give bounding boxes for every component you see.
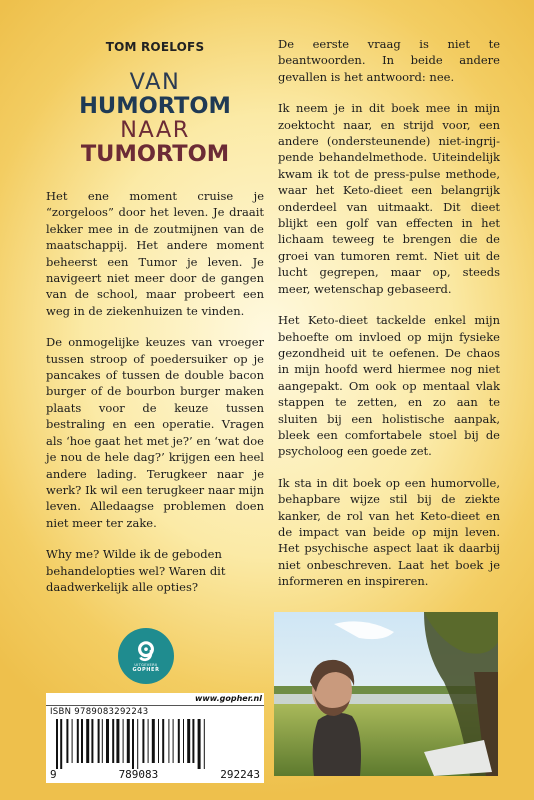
barcode-bar	[86, 719, 89, 763]
book-title	[46, 70, 264, 166]
barcode-bar	[137, 719, 138, 769]
barcode-bar	[123, 719, 124, 763]
barcode-panel	[46, 693, 264, 783]
barcode-bar	[112, 719, 114, 763]
barcode-bar	[106, 719, 109, 763]
blurb-paragraph: Ik sta in dit boek op een humorvolle, behapbare wijze stil bij de ziekte kanker, de rol van het Keto-dieet en de impact van beide op mijn leven. Het psychische aspect laat ik daarbij niet onbeschreven. Laat het boek je informeren en inspireren.	[278, 475, 500, 589]
barcode-bar	[56, 719, 58, 769]
barcode-bar	[204, 719, 205, 769]
publisher-label: UITGEVERIJ	[134, 662, 158, 667]
right-column	[278, 36, 500, 605]
blurb-left	[46, 188, 264, 595]
barcode-bar	[102, 719, 103, 763]
blurb-paragraph: De onmogelijke keuzes van vroeger tussen stroop of poedersuiker op je pancakes of tussen de double bacon burger of de bourbon burger maken plaats voor de keuze tussen bestraling en een operatie. Vragen als ‘hoe gaat het met je?’ en ‘wat doe je nou de hele dag?’ krijgen een heel andere lading. Terugkeer naar je werk? Ik wil een terugkeer naar mijn leven. Alledaagse problemen doen niet meer ter zake.	[46, 335, 264, 530]
barcode-bar	[148, 719, 149, 763]
barcode-digit-group: 9	[50, 768, 57, 781]
barcode-bar	[198, 719, 201, 769]
barcode-bar	[158, 719, 159, 763]
barcode-bar	[168, 719, 169, 763]
barcode-bar	[162, 719, 164, 763]
author-photo	[274, 612, 498, 776]
title-line-3: NAAR	[120, 117, 190, 143]
barcode-bar	[98, 719, 100, 763]
barcode-bar	[77, 719, 79, 763]
title-line-4: TUMORTOM	[80, 141, 230, 167]
author-photo-image	[274, 612, 498, 776]
author-name: TOM ROELOFS	[105, 40, 205, 54]
blurb-paragraph: Het ene moment cruise je “zorgeloos” door het leven. Je draait lekker mee in de zoutmijnen van de maatschappij. Het andere moment beheerst een Tumor je leven. Je navigeert niet meer door de gangen van de school, maar probeert een weg in de ziekenhuizen te vinden.	[46, 189, 264, 318]
title-line-2: HUMORTOM	[79, 93, 231, 119]
barcode-bar	[152, 719, 155, 763]
barcode-bar	[66, 719, 68, 763]
barcode-bar	[91, 719, 93, 763]
barcode-bar	[183, 719, 184, 763]
barcode-bar	[60, 719, 62, 769]
barcode-bar	[132, 719, 134, 769]
barcode-bar	[142, 719, 144, 763]
publisher-logo	[118, 628, 174, 684]
barcode-image	[54, 719, 256, 769]
barcode-bar	[127, 719, 130, 763]
barcode-bar	[187, 719, 190, 763]
barcode-digit-group: 292243	[220, 768, 260, 781]
blurb-paragraph: Het Keto-dieet tackelde enkel mijn behoefte om invloed op mijn fysieke gezondheid uit te oefenen. De chaos in mijn hoofd werd hiermee nog niet aangepakt. Om ook op mentaal vlak stappen te zetten, en zo aan te sluiten bij een holistische aanpak, bleek een comfortabele stoel bij de psycholoog een goede zet.	[278, 313, 500, 459]
gopher-g-icon	[135, 640, 157, 662]
blurb-paragraph: Ik neem je in dit boek mee in mijn zoektocht naar, en strijd voor, een andere (ondersteunende) niet-ingrijpende behandelmethode. Uiteindelijk kwam ik tot de press-pulse methode, waar het Keto-dieet een belangrijk onderdeel van uitmaakt. Dit dieet blijkt een golf van effecten in het lichaam teweeg te brengen die de groei van tumoren remt. Niet uit de lucht gegrepen, maar op, steeds meer, wetenschap gebaseerd.	[278, 101, 500, 296]
barcode-bar	[116, 719, 119, 763]
isbn-label: ISBN 9789083292243	[50, 707, 149, 717]
left-column	[46, 40, 264, 610]
website-url: www.gopher.nl	[46, 693, 264, 706]
blurb-paragraph: Why me? Wilde ik de geboden behandelopties wel? Waren dit daadwerkelijk alle opties?	[46, 547, 226, 594]
barcode-digits	[50, 768, 260, 781]
blurb-paragraph: De eerste vraag is niet te beantwoorden. In beide andere gevallen is het antwoord: nee.	[278, 37, 500, 84]
barcode-bar	[173, 719, 174, 763]
publisher-name: GOPHER	[132, 666, 160, 673]
barcode-bar	[81, 719, 83, 763]
title-line-1: VAN	[129, 69, 181, 95]
barcode-bar	[192, 719, 194, 763]
barcode-digit-group: 789083	[118, 768, 159, 781]
barcode-bar	[178, 719, 180, 763]
barcode-bar	[72, 719, 73, 763]
